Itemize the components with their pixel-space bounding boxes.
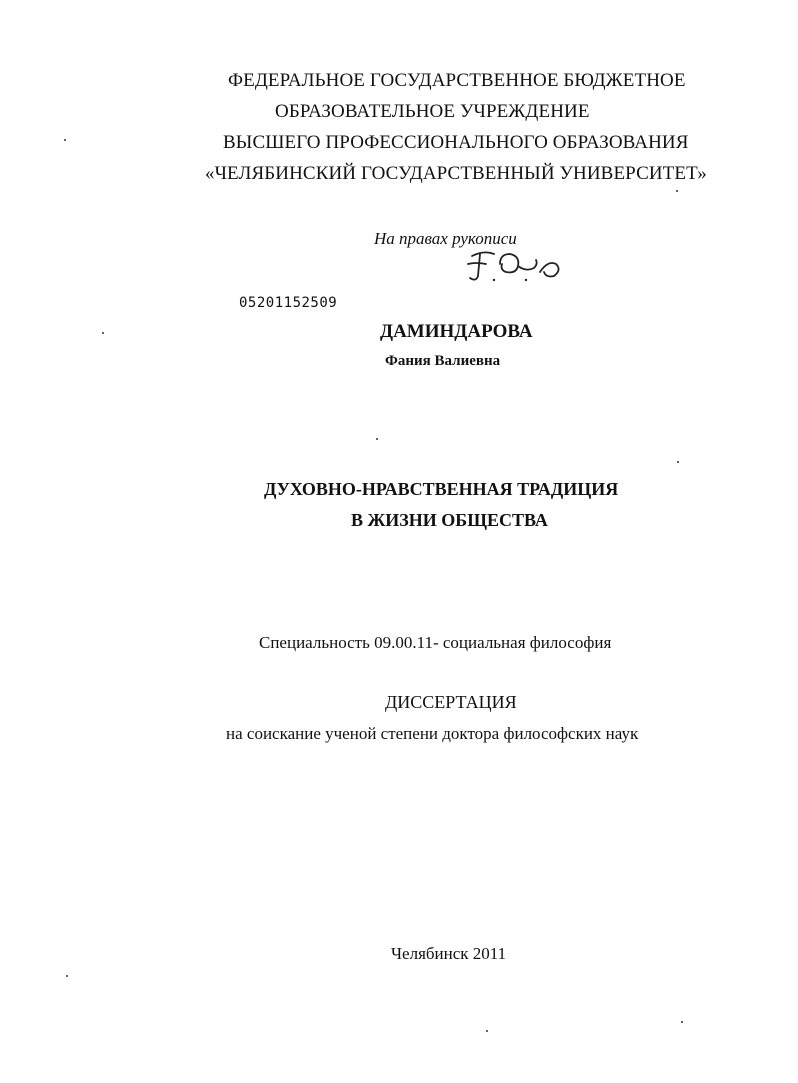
- scan-speck: [102, 332, 104, 334]
- signature: [466, 246, 566, 286]
- scan-speck: [66, 975, 68, 977]
- degree-line: на соискание ученой степени доктора философских наук: [226, 724, 639, 743]
- thesis-title-line-1: ДУХОВНО-НРАВСТВЕННАЯ ТРАДИЦИЯ: [264, 479, 619, 499]
- manuscript-note: На правах рукописи: [374, 229, 517, 248]
- author-given-names: Фания Валиевна: [385, 353, 501, 369]
- document-type: ДИССЕРТАЦИЯ: [385, 692, 517, 712]
- institution-line-4: «ЧЕЛЯБИНСКИЙ ГОСУДАРСТВЕННЫЙ УНИВЕРСИТЕТ»: [205, 163, 707, 184]
- institution-line-2: ОБРАЗОВАТЕЛЬНОЕ УЧРЕЖДЕНИЕ: [275, 101, 590, 122]
- scan-speck: [681, 1021, 683, 1023]
- scan-speck: [676, 190, 678, 192]
- author-surname: ДАМИНДАРОВА: [380, 321, 533, 342]
- thesis-title-line-2: В ЖИЗНИ ОБЩЕСТВА: [351, 510, 548, 530]
- place-year: Челябинск 2011: [391, 944, 507, 963]
- scan-speck: [486, 1030, 488, 1032]
- document-number: 05201152509: [239, 295, 338, 311]
- scan-speck: [376, 438, 378, 440]
- speciality: Специальность 09.00.11- социальная философия: [259, 633, 612, 652]
- institution-line-3: ВЫСШЕГО ПРОФЕССИОНАЛЬНОГО ОБРАЗОВАНИЯ: [223, 132, 689, 153]
- scan-speck: [64, 139, 66, 141]
- institution-line-1: ФЕДЕРАЛЬНОЕ ГОСУДАРСТВЕННОЕ БЮДЖЕТНОЕ: [228, 70, 686, 91]
- scan-speck: [677, 461, 679, 463]
